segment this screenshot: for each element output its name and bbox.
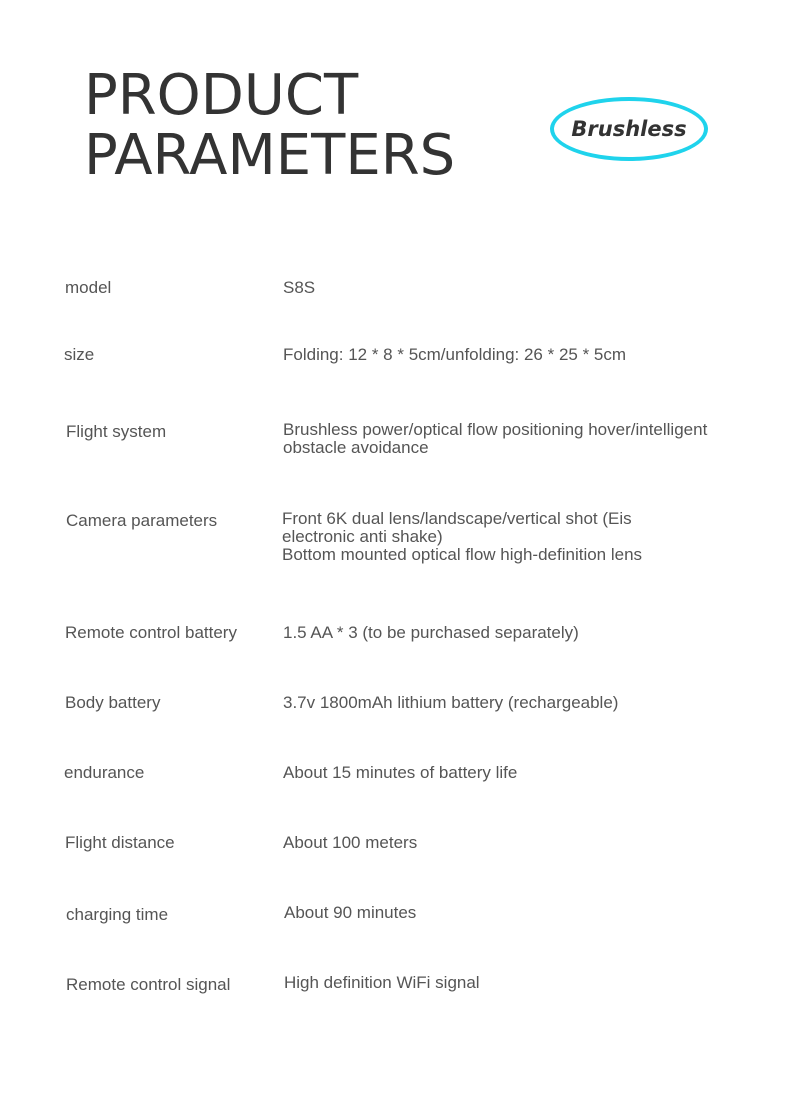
param-label: charging time xyxy=(66,905,169,924)
title-line-2: PARAMETERS xyxy=(84,123,456,188)
brushless-badge xyxy=(550,97,708,161)
param-value-line: electronic anti shake) xyxy=(282,527,443,546)
param-value-line: About 100 meters xyxy=(283,833,418,852)
param-value xyxy=(283,624,753,642)
param-label: Remote control signal xyxy=(66,975,231,994)
param-value-line: Bottom mounted optical flow high-definition lens xyxy=(282,545,643,564)
param-value xyxy=(283,421,753,457)
param-value xyxy=(283,694,753,712)
param-value-line: High definition WiFi signal xyxy=(284,973,480,992)
param-label: Flight distance xyxy=(65,833,175,852)
param-value-line: S8S xyxy=(283,278,316,297)
param-value xyxy=(283,346,753,364)
param-value xyxy=(283,834,753,852)
param-value xyxy=(284,974,754,992)
param-value xyxy=(283,279,753,297)
param-value-line: Folding: 12 * 8 * 5cm/unfolding: 26 * 25 * 5cm xyxy=(283,345,627,364)
param-value xyxy=(282,510,752,564)
badge-label: Brushless xyxy=(571,117,687,141)
param-label: size xyxy=(64,345,95,364)
param-label: model xyxy=(65,278,112,297)
param-label: Remote control battery xyxy=(65,623,237,642)
param-value xyxy=(283,764,753,782)
param-value-line: 1.5 AA * 3 (to be purchased separately) xyxy=(283,623,579,642)
param-value xyxy=(284,904,754,922)
param-value-line: obstacle avoidance xyxy=(283,438,429,457)
param-value-line: Brushless power/optical flow positioning hover/intelligent xyxy=(283,420,708,439)
page-title xyxy=(84,63,456,188)
param-label: Body battery xyxy=(65,693,161,712)
param-label: Camera parameters xyxy=(66,511,218,530)
param-label: endurance xyxy=(64,763,145,782)
param-value-line: About 90 minutes xyxy=(284,903,417,922)
param-value-line: About 15 minutes of battery life xyxy=(283,763,518,782)
param-value-line: 3.7v 1800mAh lithium battery (rechargeable) xyxy=(283,693,619,712)
param-value-line: Front 6K dual lens/landscape/vertical shot (Eis xyxy=(282,509,632,528)
param-label: Flight system xyxy=(66,422,167,441)
title-line-1: PRODUCT xyxy=(84,63,359,128)
